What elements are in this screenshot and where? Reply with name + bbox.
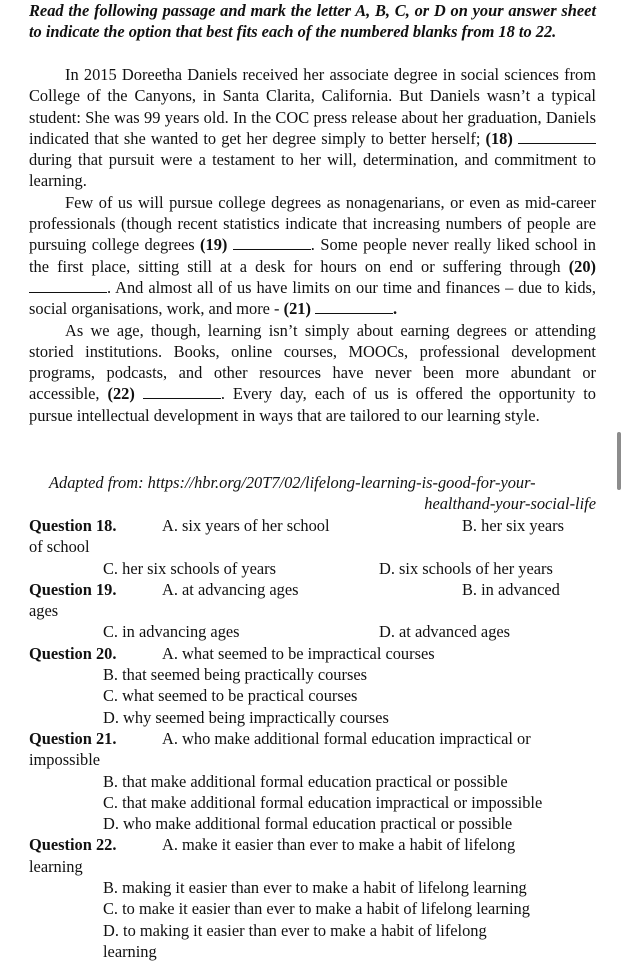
question-21-option-d[interactable]: D. who make additional formal education practical or possible xyxy=(103,814,513,834)
paragraph-1 xyxy=(29,64,596,192)
question-list xyxy=(29,515,596,962)
passage xyxy=(29,64,596,426)
blank-20-number: (20) xyxy=(568,256,597,276)
question-19-option-c[interactable]: C. in advancing ages xyxy=(103,622,240,642)
question-22-option-a-continued: learning xyxy=(29,856,83,876)
question-20-row-d xyxy=(29,707,596,728)
question-21-row-b xyxy=(29,771,596,792)
blank-22 xyxy=(108,384,221,403)
question-18-label: Question 18. xyxy=(29,516,117,535)
paragraph-2-text-c: . And almost all of us have limits on our time and finances – due to kids, social organisations, work, and more - xyxy=(29,277,596,319)
paragraph-2-text-a: Few of us will pursue college degrees as nonagenarians, or even as mid-career professionals (though recent statistics indicate that increasing numbers of people are pursuing college degrees xyxy=(29,192,596,255)
paragraph-2 xyxy=(29,192,596,320)
question-19-option-b[interactable]: B. in advanced xyxy=(462,579,560,599)
question-18-option-a[interactable]: A. six years of her school xyxy=(162,516,330,535)
paragraph-3-text-b: . Every day, each of us is offered the opportunity to pursue intellectual development in ways that are tailored to our learning style. xyxy=(29,384,596,425)
instructions: Read the following passage and mark the letter A, B, C, or D on your answer sheet to indicate the option that best fits each of the numbered blanks from 18 to 22. xyxy=(29,1,596,42)
question-20-row xyxy=(29,643,596,664)
question-22-row-c xyxy=(29,898,596,919)
question-21-option-a[interactable]: A. who make additional formal education impractical or xyxy=(162,728,531,748)
source-line-1: Adapted from: https://hbr.org/20T7/02/lifelong-learning-is-good-for-your- xyxy=(49,473,536,492)
question-19-option-a[interactable]: A. at advancing ages xyxy=(162,579,299,599)
question-20-label: Question 20. xyxy=(29,643,117,663)
question-22-option-b[interactable]: B. making it easier than ever to make a habit of lifelong learning xyxy=(103,878,527,898)
question-19-row xyxy=(29,579,596,600)
question-22-label: Question 22. xyxy=(29,835,117,855)
source-citation xyxy=(29,472,596,515)
blank-18-number: (18) xyxy=(485,128,513,148)
blank-18 xyxy=(486,129,596,148)
paragraph-1-text-b: during that pursuit were a testament to her will, determination, and commitment to learning. xyxy=(29,150,596,191)
question-20-option-c[interactable]: C. what seemed to be practical courses xyxy=(103,686,358,706)
question-20-row-c xyxy=(29,685,596,706)
blank-21-line xyxy=(315,300,393,314)
question-22-option-c[interactable]: C. to make it easier than ever to make a habit of lifelong learning xyxy=(103,899,530,919)
blank-21-number: (21) xyxy=(283,299,311,319)
blank-22-line xyxy=(143,385,221,399)
question-20-row-b xyxy=(29,664,596,685)
question-21-row-d xyxy=(29,813,596,834)
question-19-option-d[interactable]: D. at advanced ages xyxy=(379,622,511,642)
question-18-row-3 xyxy=(29,558,596,579)
question-22-option-d[interactable]: D. to making it easier than ever to make a habit of lifelong xyxy=(103,920,487,940)
question-18-row-2 xyxy=(29,536,596,557)
paragraph-1-text-a: In 2015 Doreetha Daniels received her associate degree in social sciences from College of the Canyons, in Santa Clarita, California. But Daniels wasn’t a typical student: She was 99 years old. In the COC press release about her graduation, Daniels indicated that she wanted to get her degree simply to better herself; xyxy=(29,65,596,148)
blank-19 xyxy=(200,235,311,254)
paragraph-2-text-b: . Some people never really liked school in the first place, sitting still at a desk for hours on end or suffering through xyxy=(29,235,596,276)
paragraph-3 xyxy=(29,320,596,426)
question-21-row-c xyxy=(29,792,596,813)
question-22-option-d-continued: learning xyxy=(103,941,157,961)
question-21-label: Question 21. xyxy=(29,728,117,748)
question-22-row-2 xyxy=(29,856,596,877)
question-21-row-2 xyxy=(29,749,596,770)
blank-21: (21) . xyxy=(283,299,398,319)
question-22-row xyxy=(29,834,596,855)
question-22-row-b xyxy=(29,877,596,898)
blank-19-number: (19) xyxy=(200,235,228,255)
question-18-option-b-continued: of school xyxy=(29,537,90,557)
question-22-row-d2 xyxy=(29,941,596,962)
question-18-row xyxy=(29,515,596,536)
blank-20-line xyxy=(29,279,107,293)
question-21-row xyxy=(29,728,596,749)
question-19-option-b-continued: ages xyxy=(29,601,59,621)
question-20-option-a[interactable]: A. what seemed to be impractical courses xyxy=(162,643,435,663)
question-21-option-a-continued: impossible xyxy=(29,750,101,770)
blank-22-number: (22) xyxy=(107,384,135,404)
question-21-option-b[interactable]: B. that make additional formal education practical or possible xyxy=(103,771,508,791)
question-18-option-d[interactable]: D. six schools of her years xyxy=(379,558,553,578)
paragraph-3-text-a: As we age, though, learning isn’t simply about earning degrees or attending storied institutions. Books, online courses, MOOCs, professional development programs, podcasts, and other resources have never been more abundant or accessible, xyxy=(29,320,596,404)
question-21-option-c[interactable]: C. that make additional formal education impractical or impossible xyxy=(103,792,543,812)
blank-19-line xyxy=(233,236,311,250)
question-18-option-b[interactable]: B. her six years xyxy=(462,516,564,535)
question-19-row-3 xyxy=(29,621,596,642)
question-19-label: Question 19. xyxy=(29,579,117,599)
question-20-option-d[interactable]: D. why seemed being impractically courses xyxy=(103,707,389,727)
question-18-option-c[interactable]: C. her six schools of years xyxy=(103,558,276,578)
scrollbar-thumb[interactable] xyxy=(617,432,621,490)
question-20-option-b[interactable]: B. that seemed being practically courses xyxy=(103,665,367,685)
blank-18-line xyxy=(518,130,596,144)
question-22-row-d xyxy=(29,920,596,941)
question-19-row-2 xyxy=(29,600,596,621)
source-line-2: healthand-your-social-life xyxy=(424,494,596,514)
question-22-option-a[interactable]: A. make it easier than ever to make a habit of lifelong xyxy=(162,835,516,855)
